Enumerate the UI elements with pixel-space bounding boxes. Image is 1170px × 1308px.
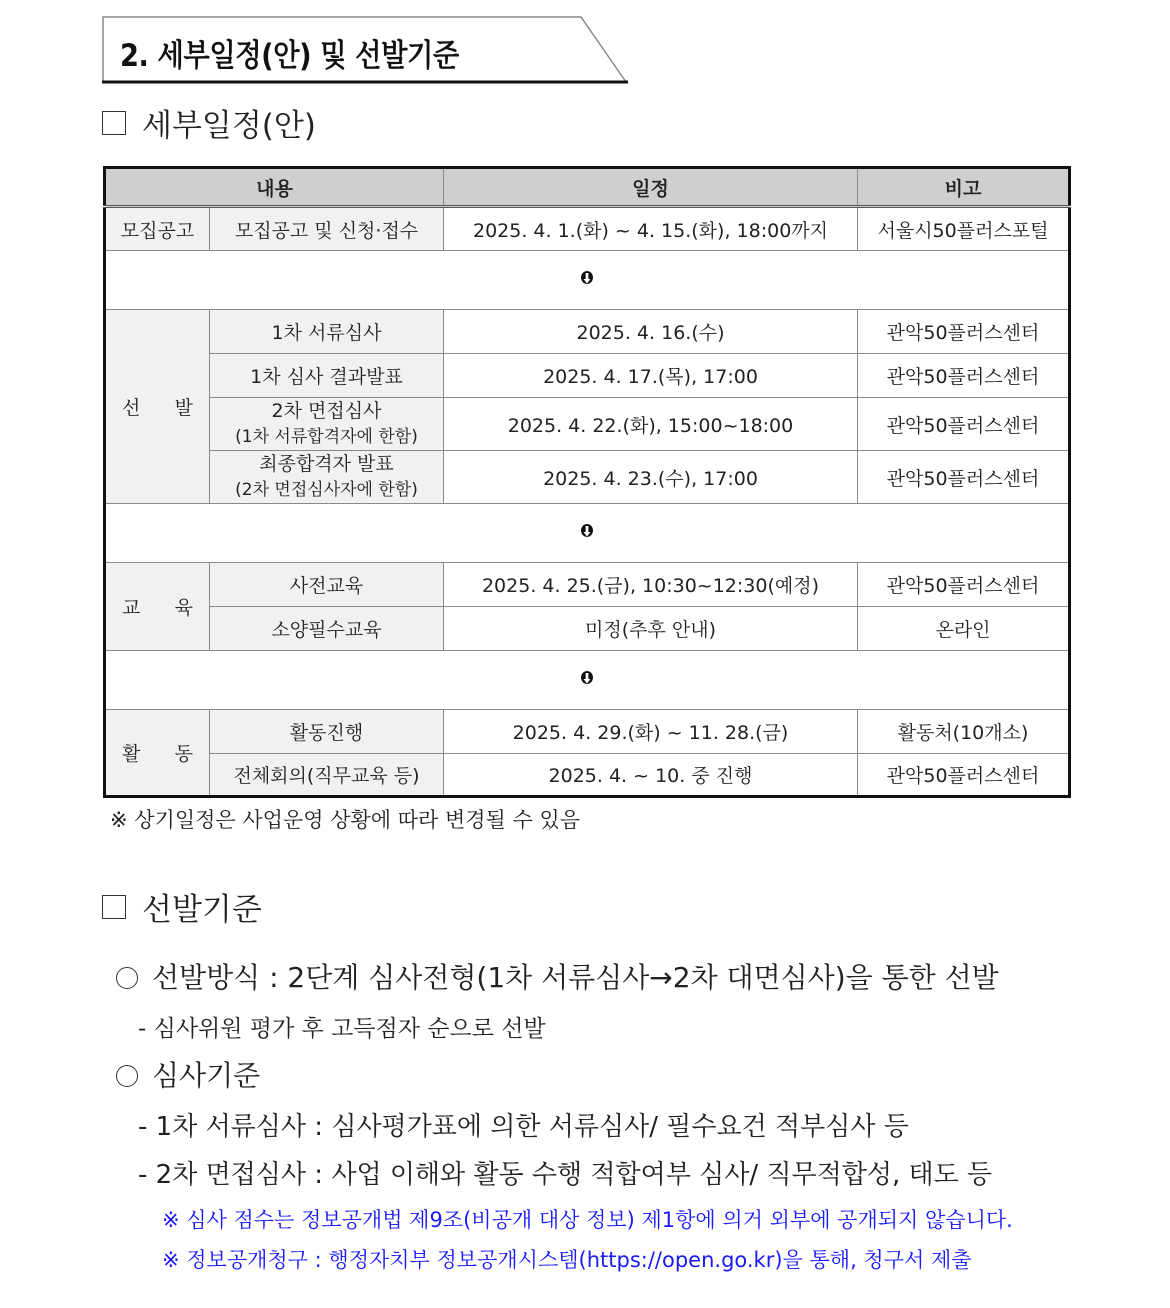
standard-item: - 2차 면접심사 : 사업 이해와 활동 수행 적합여부 심사/ 직무적합성, 태도 등 <box>138 1160 993 1190</box>
selection-method: 선발방식 : 2단계 심사전형(1차 서류심사→2차 대면심사)을 통한 선발 <box>116 956 999 996</box>
note-cell: 온라인 <box>858 607 1070 651</box>
info-request-notice: ※ 정보공개청구 : 행정자치부 정보공개시스템(https://open.go.kr)을 통해, 청구서 제출 <box>162 1248 972 1272</box>
section-title: 2. 세부일정(안) 및 선발기준 <box>120 38 459 74</box>
table-row <box>105 398 1070 451</box>
square-bullet-icon <box>102 895 126 919</box>
circle-bullet-icon <box>116 1065 138 1087</box>
column-header-schedule: 일정 <box>444 168 858 207</box>
schedule-heading-text: 세부일정(안) <box>142 108 316 144</box>
date-cell: 2025. 4. 17.(목), 17:00 <box>444 354 858 398</box>
schedule-heading <box>102 100 316 145</box>
category-activity: 활 동 <box>105 710 210 797</box>
arrow-row <box>105 251 1070 310</box>
item-cell: 사전교육 <box>210 563 444 607</box>
column-header-note: 비고 <box>858 168 1070 207</box>
date-cell: 2025. 4. ~ 10. 중 진행 <box>444 754 858 797</box>
down-arrow-icon <box>580 523 594 539</box>
table-row <box>105 451 1070 504</box>
item-cell: 전체회의(직무교육 등) <box>210 754 444 797</box>
square-bullet-icon <box>102 111 126 135</box>
note-cell: 관악50플러스센터 <box>858 398 1070 451</box>
score-privacy-notice: ※ 심사 점수는 정보공개법 제9조(비공개 대상 정보) 제1항에 의거 외부에 공개되지 않습니다. <box>162 1208 1013 1232</box>
note-cell: 관악50플러스센터 <box>858 354 1070 398</box>
date-cell: 2025. 4. 22.(화), 15:00~18:00 <box>444 398 858 451</box>
category-selection: 선 발 <box>105 310 210 504</box>
date-cell: 2025. 4. 16.(수) <box>444 310 858 354</box>
standard-item: - 1차 서류심사 : 심사평가표에 의한 서류심사/ 필수요건 적부심사 등 <box>138 1112 909 1142</box>
note-cell: 관악50플러스센터 <box>858 754 1070 797</box>
note-cell: 관악50플러스센터 <box>858 310 1070 354</box>
table-row <box>105 710 1070 754</box>
category-recruit: 모집공고 <box>105 207 210 251</box>
date-cell: 2025. 4. 1.(화) ~ 4. 15.(화), 18:00까지 <box>444 207 858 251</box>
table-row <box>105 754 1070 797</box>
item-cell: 1차 서류심사 <box>210 310 444 354</box>
item-cell: 최종합격자 발표 (2차 면접심사자에 한함) <box>210 451 444 504</box>
criteria-heading-text: 선발기준 <box>142 892 262 928</box>
table-header-row <box>105 168 1070 207</box>
category-education: 교 육 <box>105 563 210 651</box>
down-arrow-icon <box>580 270 594 286</box>
date-cell: 2025. 4. 29.(화) ~ 11. 28.(금) <box>444 710 858 754</box>
date-cell: 미정(추후 안내) <box>444 607 858 651</box>
schedule-footnote: ※ 상기일정은 사업운영 상황에 따라 변경될 수 있음 <box>110 808 581 832</box>
table-row <box>105 607 1070 651</box>
evaluation-standard: 심사기준 <box>116 1054 260 1094</box>
arrow-row <box>105 651 1070 710</box>
note-cell: 서울시50플러스포털 <box>858 207 1070 251</box>
table-row <box>105 310 1070 354</box>
item-cell: 활동진행 <box>210 710 444 754</box>
section-header <box>102 16 628 84</box>
down-arrow-icon <box>580 670 594 686</box>
item-cell: 소양필수교육 <box>210 607 444 651</box>
item-cell: 모집공고 및 신청·접수 <box>210 207 444 251</box>
circle-bullet-icon <box>116 967 138 989</box>
column-header-content: 내용 <box>105 168 444 207</box>
date-cell: 2025. 4. 25.(금), 10:30~12:30(예정) <box>444 563 858 607</box>
item-cell: 2차 면접심사 (1차 서류합격자에 한함) <box>210 398 444 451</box>
note-cell: 관악50플러스센터 <box>858 563 1070 607</box>
table-row <box>105 354 1070 398</box>
date-cell: 2025. 4. 23.(수), 17:00 <box>444 451 858 504</box>
note-cell: 활동처(10개소) <box>858 710 1070 754</box>
arrow-row <box>105 504 1070 563</box>
schedule-table <box>103 166 1071 798</box>
note-cell: 관악50플러스센터 <box>858 451 1070 504</box>
table-row <box>105 563 1070 607</box>
selection-method-detail: - 심사위원 평가 후 고득점자 순으로 선발 <box>138 1016 546 1042</box>
criteria-heading <box>102 884 262 929</box>
table-row <box>105 207 1070 251</box>
item-cell: 1차 심사 결과발표 <box>210 354 444 398</box>
